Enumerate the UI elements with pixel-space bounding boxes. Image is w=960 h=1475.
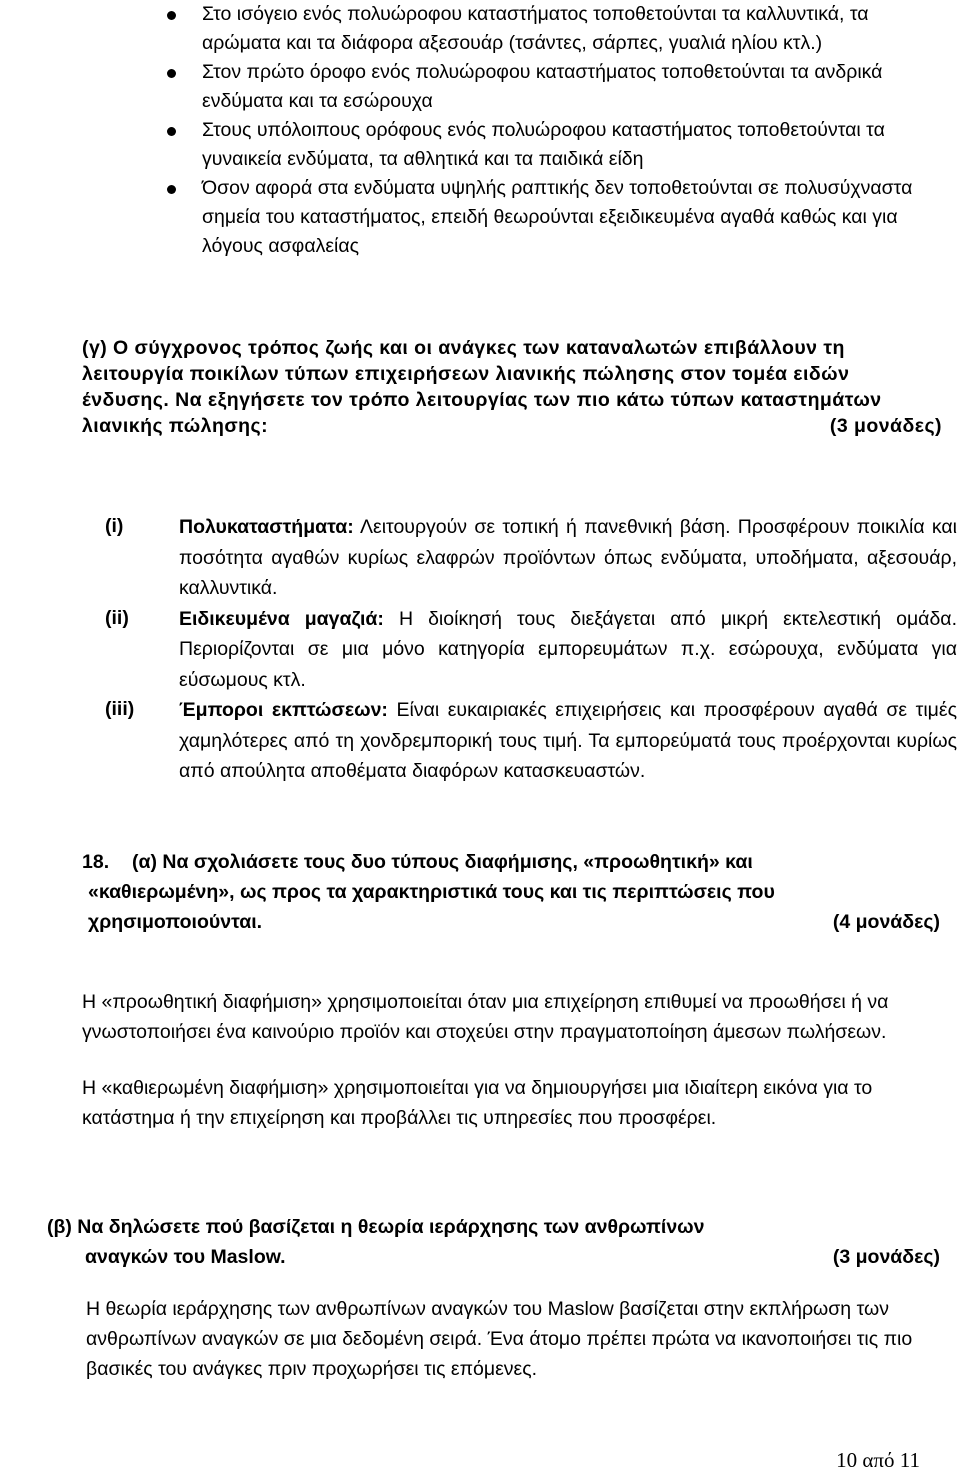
question-18b-marks: (3 μονάδες) [832, 1246, 940, 1268]
bullet-list [160, 0, 940, 261]
item-term: Έμποροι εκπτώσεων: [179, 699, 388, 721]
answer-18a-p1: Η «προωθητική διαφήμιση» χρησιμοποιείται όταν μια επιχείρηση επιθυμεί να προωθήσει ή να γνωστοποιήσει ένα καινούριο προϊόν και στοχεύει στην πραγματοποίηση άμεσων πωλήσεων. [82, 991, 889, 1043]
bullet-text: Στο ισόγειο ενός πολυώροφου καταστήματος τοποθετούνται τα καλλυντικά, τα αρώματα και τα διάφορα αξεσουάρ (τσάντες, σάρπες, γυαλιά ηλίου κτλ.) [202, 3, 869, 54]
list-item [105, 604, 957, 696]
item-desc: Λειτουργούν σε τοπική ή πανεθνική βάση. Προσφέρουν ποικιλία και ποσότητα αγαθών κυρίως ελαφρών προϊόντων όπως ενδύματα, υποδήματα, αξεσουάρ, καλλυντικά. [179, 516, 957, 599]
list-item [105, 695, 957, 787]
question-18a-line2: «καθιερωμένη», ως προς τα χαρακτηριστικά τους και τις περιπτώσεις που [88, 881, 775, 903]
question-18a-line3 [82, 907, 940, 937]
item-number: (i) [105, 515, 124, 537]
list-item [160, 0, 940, 58]
answer-18b: Η θεωρία ιεράρχησης των ανθρωπίνων αναγκών του Maslow βασίζεται στην εκπλήρωση των ανθρωπίνων αναγκών σε μια δεδομένη σειρά. Ένα άτομο πρέπει πρώτα να ικανοποιήσει τις πιο βασικές του ανάγκες πριν προχωρήσει τις επόμενες. [86, 1298, 913, 1380]
bullet-icon [167, 127, 176, 136]
question-18a-marks: (4 μονάδες) [832, 911, 940, 933]
list-item [160, 116, 940, 174]
bullet-text: Όσον αφορά στα ενδύματα υψηλής ραπτικής δεν τοποθετούνται σε πολυσύχναστα σημεία του καταστήματος, επειδή θεωρούνται εξειδικευμένα αγαθά καθώς και για λόγους ασφαλείας [202, 177, 913, 257]
bullet-icon [167, 185, 176, 194]
list-item [105, 512, 957, 604]
item-term: Πολυκαταστήματα: [179, 516, 354, 538]
list-item [160, 174, 940, 261]
list-item [160, 58, 940, 116]
question-18a-line [82, 847, 940, 877]
question-18a [82, 847, 940, 937]
question-18b-line2-text: αναγκών του Maslow. [85, 1246, 286, 1268]
question-gamma-marks: (3 μονάδες) [829, 415, 942, 437]
bullet-text: Στον πρώτο όροφο ενός πολυώροφου καταστήματος τοποθετούνται τα ανδρικά ενδύματα και τα εσώρουχα [202, 61, 883, 112]
question-gamma-text: (γ) Ο σύγχρονος τρόπος ζωής και οι ανάγκες των καταναλωτών επιβάλλουν τη λειτουργία ποικίλων τύπων επιχειρήσεων λιανικής πώλησης στον τομέα ειδών ένδυσης. Να εξηγήσετε τον τρόπο λειτουργίας των πιο κάτω τύπων καταστημάτων λιανικής πώλησης: [82, 337, 882, 437]
item-desc: Η διοίκησή τους διεξάγεται από μικρή εκτελεστική ομάδα. Περιορίζονται σε μια μόνο κατηγορία εμπορευμάτων π.χ. εσώρουχα, ενδύματα για εύσωμους κτλ. [179, 607, 958, 691]
question-18a-line3-text: χρησιμοποιούνται. [88, 911, 263, 933]
page-number: 10 από 11 [836, 1448, 920, 1472]
question-18a-text: (α) Να σχολιάσετε τους δυο τύπους διαφήμισης, «προωθητική» και [132, 851, 753, 873]
store-types-list [105, 512, 957, 787]
bullet-text: Στους υπόλοιπους ορόφους ενός πολυώροφου καταστήματος τοποθετούνται τα γυναικεία ενδύματα, τα αθλητικά και τα παιδικά είδη [202, 119, 885, 170]
question-number: 18. [82, 851, 110, 873]
bullet-icon [167, 11, 176, 20]
item-text [179, 604, 957, 696]
answer-18a-p2: Η «καθιερωμένη διαφήμιση» χρησιμοποιείται για να δημιουργήσει μια ιδιαίτερη εικόνα για το κατάστημα ή την επιχείρηση και προβάλλει τις υπηρεσίες που προσφέρει. [82, 1077, 873, 1129]
question-18b-text: (β) Να δηλώσετε πού βασίζεται η θεωρία ιεράρχησης των ανθρωπίνων [47, 1216, 705, 1238]
item-number: (ii) [105, 606, 129, 629]
item-term: Ειδικευμένα μαγαζιά: [179, 607, 384, 630]
question-gamma [82, 335, 942, 439]
item-number: (iii) [105, 698, 135, 720]
item-text [179, 512, 957, 604]
question-18b-line2 [47, 1242, 940, 1272]
bullet-icon [167, 69, 176, 78]
question-18b [47, 1212, 940, 1272]
item-text [179, 695, 957, 787]
item-desc: Είναι ευκαιριακές επιχειρήσεις και προσφέρουν αγαθά σε τιμές χαμηλότερες από τη χονδρεμπορική τους τιμή. Τα εμπορεύματά τους προέρχονται κυρίως από απούλητα αποθέματα διαφόρων κατασκευαστών. [179, 699, 957, 782]
